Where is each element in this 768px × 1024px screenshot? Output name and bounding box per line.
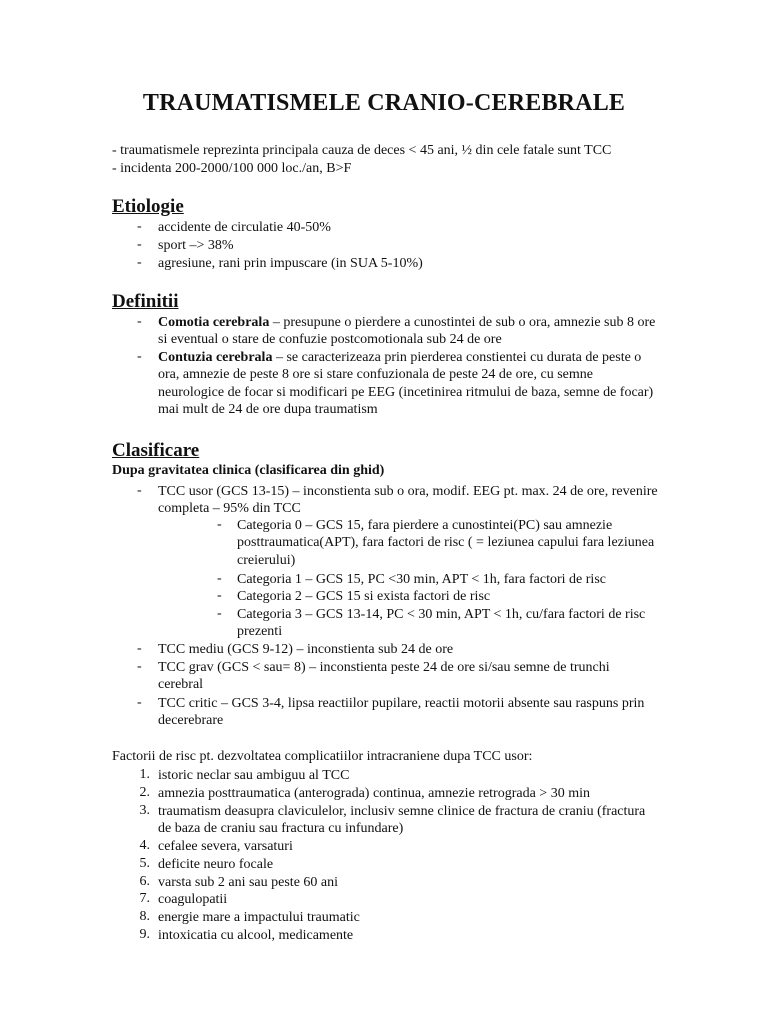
list-item: intoxicatia cu alcool, medicamente xyxy=(158,928,354,943)
category-item: Categoria 0 – GCS 15, fara pierdere a cunostintei(PC) sau amnezie posttraumatica(APT), fara factori de risc ( = leziunea capului fara leziunea creierului) xyxy=(237,518,655,568)
list-bullet: - xyxy=(137,641,142,656)
list-bullet: - xyxy=(217,517,222,532)
list-number: 2. xyxy=(139,785,150,800)
list-item: traumatism deasupra claviculelor, inclusiv semne clinice de fractura de craniu (fractura de baza de craniu sau fractura cu infundare) xyxy=(158,804,646,837)
definition-term: Contuzia cerebrala xyxy=(158,350,273,365)
list-bullet: - xyxy=(137,219,142,234)
section-heading-clasificare: Clasificare xyxy=(112,440,200,461)
list-bullet: - xyxy=(137,695,142,710)
category-item: Categoria 2 – GCS 15 si exista factori de risc xyxy=(237,589,491,604)
category-item: Categoria 3 – GCS 13-14, PC < 30 min, APT < 1h, cu/fara factori de risc prezenti xyxy=(237,607,646,640)
list-bullet: - xyxy=(137,349,142,364)
list-number: 8. xyxy=(139,909,150,924)
list-item: istoric neclar sau ambiguu al TCC xyxy=(158,768,350,783)
list-number: 4. xyxy=(139,838,150,853)
list-bullet: - xyxy=(137,314,142,329)
definition-text: – se caracterizeaza prin pierderea constientei cu durata de peste o ora, amnezie de peste 8 ore si stare confuzionala de peste 24 de ore, cu semne neurologice de focar si modificari pe EEG (incetinirea ritmului de baza, semne de focar) mai mult de 24 de ore dupa traumatism xyxy=(158,350,654,418)
list-item: cefalee severa, varsaturi xyxy=(158,839,293,854)
list-number: 6. xyxy=(139,874,150,889)
list-bullet: - xyxy=(137,237,142,252)
list-item: sport –> 38% xyxy=(158,238,234,253)
list-item: TCC mediu (GCS 9-12) – inconstienta sub 24 de ore xyxy=(158,642,454,657)
list-item: energie mare a impactului traumatic xyxy=(158,910,360,925)
list-number: 3. xyxy=(139,803,150,818)
list-number: 9. xyxy=(139,927,150,942)
definition-item xyxy=(158,314,658,349)
definition-text: – presupune o pierdere a cunostintei de sub o ora, amnezie sub 8 ore si eventual o stare de confuzie postcomotionala sub 24 de ore xyxy=(158,315,656,348)
list-bullet: - xyxy=(137,483,142,498)
subheading: Dupa gravitatea clinica (clasificarea din ghid) xyxy=(112,463,385,478)
list-bullet: - xyxy=(217,606,222,621)
list-item: TCC grav (GCS < sau= 8) – inconstienta peste 24 de ore si/sau semne de trunchi cerebral xyxy=(158,660,610,693)
intro-line: - incidenta 200-2000/100 000 loc./an, B>F xyxy=(112,161,352,176)
list-number: 5. xyxy=(139,856,150,871)
category-item: Categoria 1 – GCS 15, PC <30 min, APT < 1h, fara factori de risc xyxy=(237,572,606,587)
list-item: TCC usor (GCS 13-15) – inconstienta sub o ora, modif. EEG pt. max. 24 de ore, revenire completa – 95% din TCC xyxy=(158,484,658,517)
list-item: varsta sub 2 ani sau peste 60 ani xyxy=(158,875,339,890)
definition-item xyxy=(158,349,658,419)
page-title: TRAUMATISMELE CRANIO-CEREBRALE xyxy=(142,90,626,116)
list-item: TCC critic – GCS 3-4, lipsa reactiilor pupilare, reactii motorii absente sau raspuns prin decerebrare xyxy=(158,696,645,729)
factori-intro: Factorii de risc pt. dezvoltatea complicatiilor intracraniene dupa TCC usor: xyxy=(112,749,533,764)
list-bullet: - xyxy=(137,255,142,270)
list-bullet: - xyxy=(137,659,142,674)
list-number: 1. xyxy=(139,767,150,782)
section-heading-definitii: Definitii xyxy=(112,291,179,312)
list-number: 7. xyxy=(139,891,150,906)
list-item: agresiune, rani prin impuscare (in SUA 5-10%) xyxy=(158,256,423,271)
intro-line: - traumatismele reprezinta principala cauza de deces < 45 ani, ½ din cele fatale sunt TCC xyxy=(112,143,612,158)
definition-term: Comotia cerebrala xyxy=(158,315,270,330)
section-heading-etiologie: Etiologie xyxy=(112,196,184,217)
list-item: deficite neuro focale xyxy=(158,857,274,872)
list-bullet: - xyxy=(217,588,222,603)
list-item: accidente de circulatie 40-50% xyxy=(158,220,331,235)
list-item: coagulopatii xyxy=(158,892,228,907)
list-bullet: - xyxy=(217,571,222,586)
list-item: amnezia posttraumatica (anterograda) continua, amnezie retrograda > 30 min xyxy=(158,786,590,801)
